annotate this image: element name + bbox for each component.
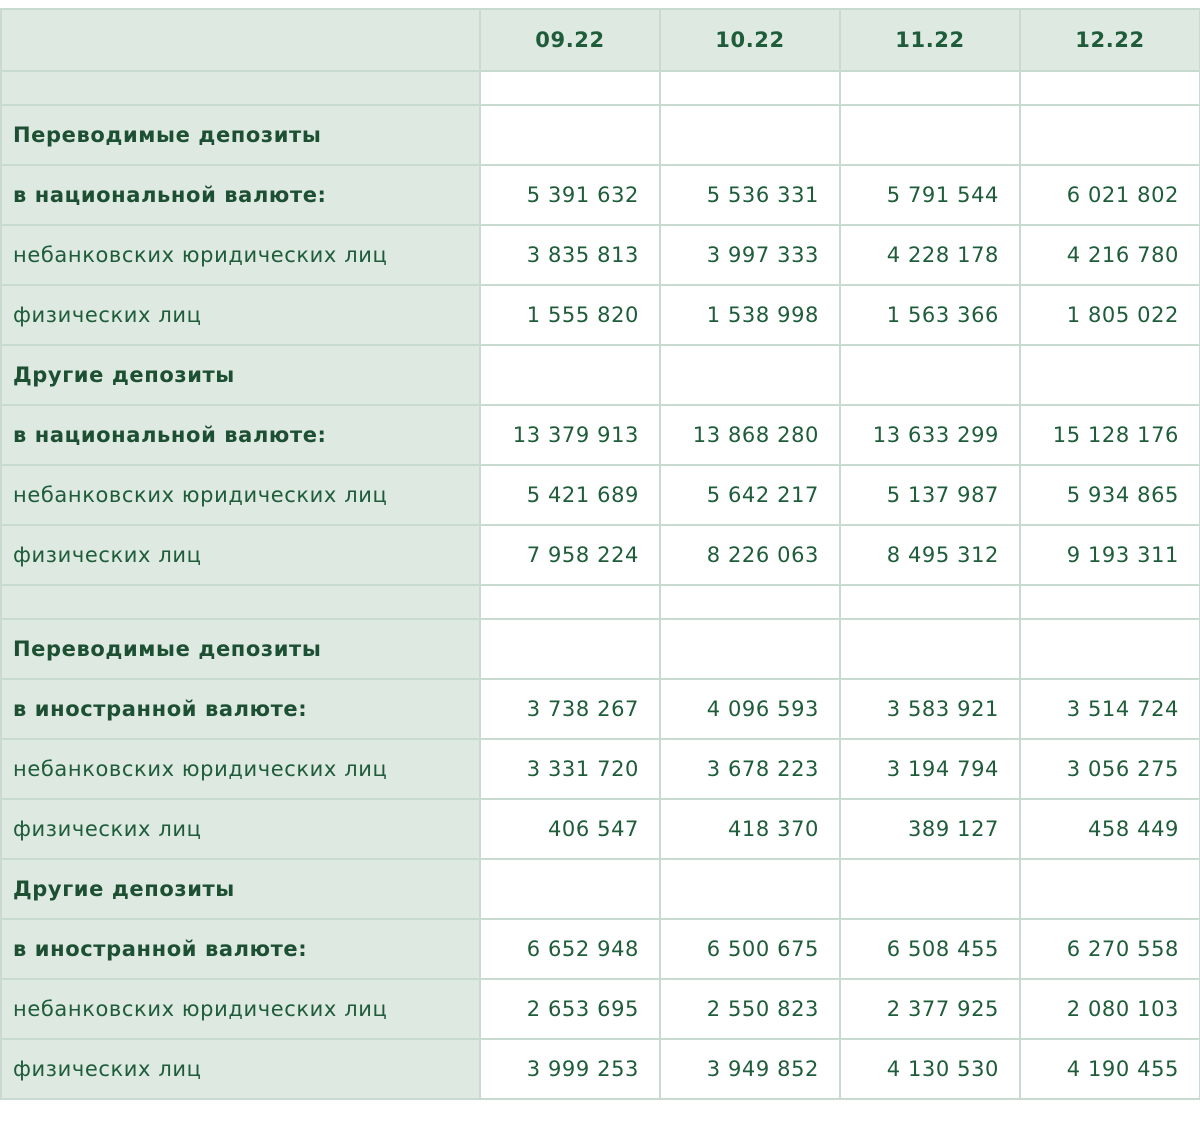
table-row bbox=[1, 405, 1200, 465]
table-row bbox=[1, 979, 1200, 1039]
value-cell bbox=[660, 859, 840, 919]
row-label: в иностранной валюте: bbox=[1, 679, 480, 739]
value-cell: 13 379 913 bbox=[480, 405, 660, 465]
header-corner-cell bbox=[1, 9, 480, 71]
value-cell: 6 270 558 bbox=[1020, 919, 1200, 979]
column-header: 11.22 bbox=[840, 9, 1020, 71]
value-cell bbox=[660, 71, 840, 105]
table-row bbox=[1, 1039, 1200, 1099]
value-cell: 4 228 178 bbox=[840, 225, 1020, 285]
column-header: 09.22 bbox=[480, 9, 660, 71]
value-cell: 4 096 593 bbox=[660, 679, 840, 739]
column-header: 10.22 bbox=[660, 9, 840, 71]
row-label: небанковских юридических лиц bbox=[1, 465, 480, 525]
value-cell: 5 536 331 bbox=[660, 165, 840, 225]
value-cell bbox=[1020, 619, 1200, 679]
value-cell: 5 934 865 bbox=[1020, 465, 1200, 525]
value-cell: 3 514 724 bbox=[1020, 679, 1200, 739]
value-cell: 6 021 802 bbox=[1020, 165, 1200, 225]
value-cell bbox=[840, 585, 1020, 619]
value-cell: 389 127 bbox=[840, 799, 1020, 859]
table-row bbox=[1, 799, 1200, 859]
row-label: небанковских юридических лиц bbox=[1, 739, 480, 799]
value-cell: 3 949 852 bbox=[660, 1039, 840, 1099]
value-cell: 4 130 530 bbox=[840, 1039, 1020, 1099]
value-cell bbox=[480, 105, 660, 165]
value-cell: 5 642 217 bbox=[660, 465, 840, 525]
value-cell: 3 997 333 bbox=[660, 225, 840, 285]
value-cell: 3 331 720 bbox=[480, 739, 660, 799]
value-cell: 1 555 820 bbox=[480, 285, 660, 345]
row-label: в иностранной валюте: bbox=[1, 919, 480, 979]
table-row bbox=[1, 225, 1200, 285]
value-cell: 458 449 bbox=[1020, 799, 1200, 859]
table-row bbox=[1, 105, 1200, 165]
value-cell bbox=[840, 619, 1020, 679]
table-row bbox=[1, 465, 1200, 525]
value-cell: 3 835 813 bbox=[480, 225, 660, 285]
value-cell bbox=[480, 345, 660, 405]
value-cell: 6 652 948 bbox=[480, 919, 660, 979]
table-row bbox=[1, 739, 1200, 799]
spacer-row bbox=[1, 585, 1200, 619]
value-cell: 1 805 022 bbox=[1020, 285, 1200, 345]
value-cell: 6 508 455 bbox=[840, 919, 1020, 979]
value-cell: 8 495 312 bbox=[840, 525, 1020, 585]
value-cell: 5 421 689 bbox=[480, 465, 660, 525]
value-cell: 3 194 794 bbox=[840, 739, 1020, 799]
value-cell: 7 958 224 bbox=[480, 525, 660, 585]
value-cell: 406 547 bbox=[480, 799, 660, 859]
value-cell bbox=[480, 585, 660, 619]
value-cell: 3 678 223 bbox=[660, 739, 840, 799]
value-cell bbox=[660, 619, 840, 679]
value-cell: 1 563 366 bbox=[840, 285, 1020, 345]
column-header: 12.22 bbox=[1020, 9, 1200, 71]
value-cell bbox=[840, 71, 1020, 105]
value-cell bbox=[840, 105, 1020, 165]
value-cell: 3 056 275 bbox=[1020, 739, 1200, 799]
value-cell: 8 226 063 bbox=[660, 525, 840, 585]
value-cell: 13 633 299 bbox=[840, 405, 1020, 465]
deposits-table-container bbox=[0, 8, 1200, 1100]
value-cell bbox=[660, 345, 840, 405]
row-label: физических лиц bbox=[1, 799, 480, 859]
value-cell: 6 500 675 bbox=[660, 919, 840, 979]
value-cell: 2 653 695 bbox=[480, 979, 660, 1039]
value-cell: 4 190 455 bbox=[1020, 1039, 1200, 1099]
value-cell bbox=[1020, 585, 1200, 619]
value-cell: 2 550 823 bbox=[660, 979, 840, 1039]
value-cell bbox=[1020, 105, 1200, 165]
deposits-table bbox=[0, 8, 1200, 1100]
row-label: физических лиц bbox=[1, 1039, 480, 1099]
spacer-row bbox=[1, 71, 1200, 105]
table-row bbox=[1, 285, 1200, 345]
table-body bbox=[1, 71, 1200, 1099]
header-row bbox=[1, 9, 1200, 71]
row-label: в национальной валюте: bbox=[1, 405, 480, 465]
value-cell bbox=[1020, 345, 1200, 405]
value-cell: 418 370 bbox=[660, 799, 840, 859]
table-row bbox=[1, 859, 1200, 919]
table-row bbox=[1, 165, 1200, 225]
row-label: небанковских юридических лиц bbox=[1, 979, 480, 1039]
value-cell: 2 080 103 bbox=[1020, 979, 1200, 1039]
row-label bbox=[1, 71, 480, 105]
value-cell: 2 377 925 bbox=[840, 979, 1020, 1039]
value-cell bbox=[1020, 859, 1200, 919]
row-label bbox=[1, 585, 480, 619]
value-cell: 4 216 780 bbox=[1020, 225, 1200, 285]
table-row bbox=[1, 345, 1200, 405]
table-row bbox=[1, 525, 1200, 585]
value-cell bbox=[840, 859, 1020, 919]
value-cell bbox=[480, 71, 660, 105]
table-row bbox=[1, 619, 1200, 679]
row-label: физических лиц bbox=[1, 525, 480, 585]
value-cell bbox=[840, 345, 1020, 405]
row-label: Переводимые депозиты bbox=[1, 105, 480, 165]
value-cell: 1 538 998 bbox=[660, 285, 840, 345]
value-cell bbox=[480, 619, 660, 679]
row-label: Переводимые депозиты bbox=[1, 619, 480, 679]
value-cell: 3 999 253 bbox=[480, 1039, 660, 1099]
value-cell: 3 738 267 bbox=[480, 679, 660, 739]
table-row bbox=[1, 679, 1200, 739]
value-cell: 15 128 176 bbox=[1020, 405, 1200, 465]
value-cell: 5 137 987 bbox=[840, 465, 1020, 525]
value-cell bbox=[1020, 71, 1200, 105]
value-cell: 3 583 921 bbox=[840, 679, 1020, 739]
value-cell: 13 868 280 bbox=[660, 405, 840, 465]
value-cell: 9 193 311 bbox=[1020, 525, 1200, 585]
row-label: Другие депозиты bbox=[1, 345, 480, 405]
value-cell bbox=[480, 859, 660, 919]
row-label: небанковских юридических лиц bbox=[1, 225, 480, 285]
row-label: в национальной валюте: bbox=[1, 165, 480, 225]
value-cell: 5 791 544 bbox=[840, 165, 1020, 225]
value-cell bbox=[660, 585, 840, 619]
value-cell: 5 391 632 bbox=[480, 165, 660, 225]
table-row bbox=[1, 919, 1200, 979]
row-label: физических лиц bbox=[1, 285, 480, 345]
value-cell bbox=[660, 105, 840, 165]
row-label: Другие депозиты bbox=[1, 859, 480, 919]
